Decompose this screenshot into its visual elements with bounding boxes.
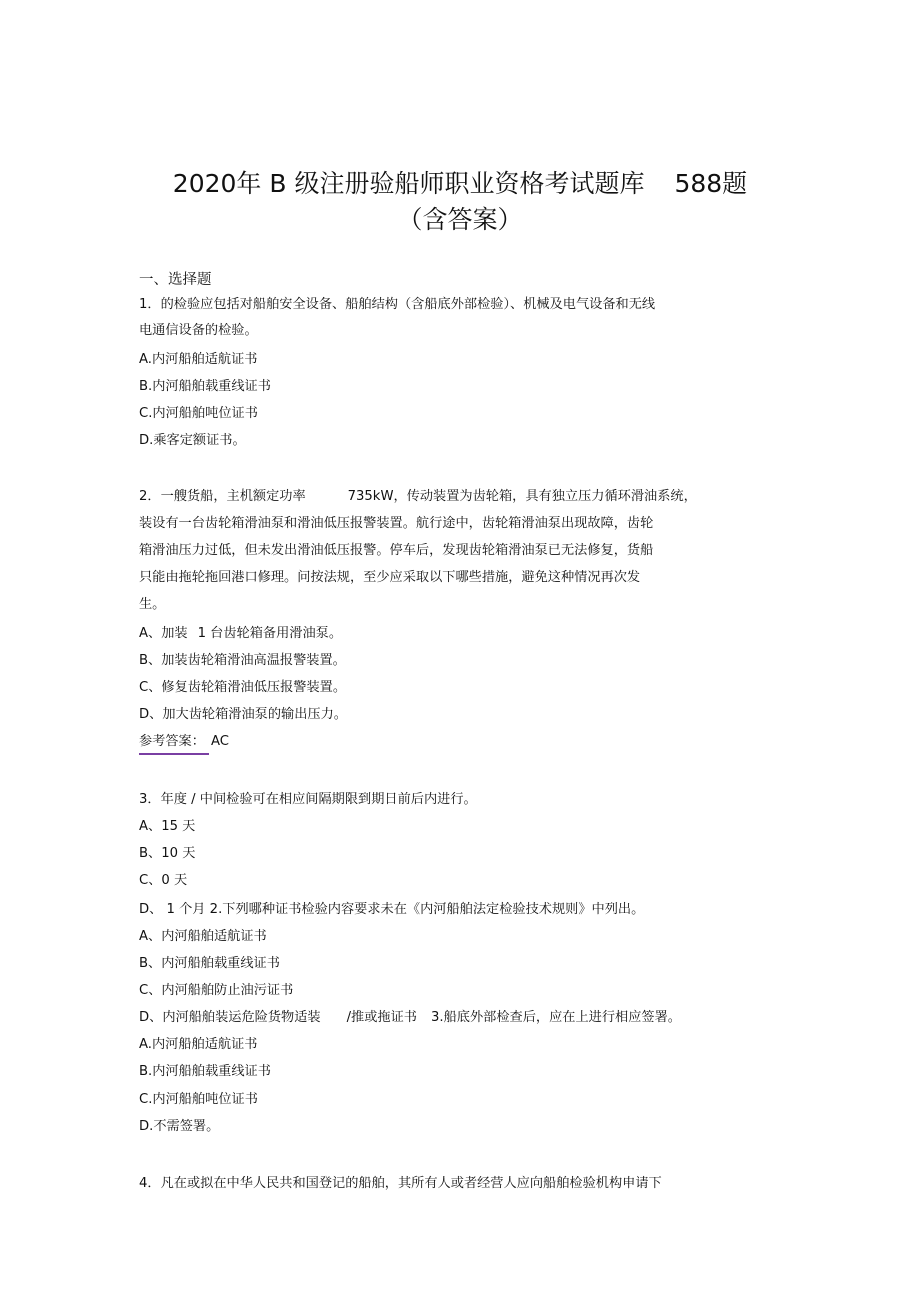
question-2-stem-line1 [139, 487, 697, 507]
answer-label-text: 参考答案： [139, 734, 205, 749]
question-3-sub-option-d-c: 3.船底外部检查后，应在上进行相应签署。 [430, 1010, 681, 1025]
question-4-stem-line1: 4．凡在或拟在中华人民共和国登记的船舶，其所有人或者经营人应向船舶检验机构申请下 [139, 1176, 662, 1191]
question-1-option-c: C.内河船舶吨位证书 [139, 406, 258, 421]
question-3-stem: 3．年度 / 中间检验可在相应间隔期限到期日前后内进行。 [139, 792, 477, 807]
question-2-option-a-text: 1 台齿轮箱备用滑油泵。 [197, 626, 343, 641]
answer-value: AC [210, 734, 229, 749]
question-3-sub-option-d [139, 1008, 681, 1028]
question-2-option-a-prefix: A、加装 [139, 626, 188, 641]
question-3-sub2-option-d: D.不需签署。 [139, 1119, 220, 1134]
question-3-sub-option-d-b: /推或拖证书 [346, 1010, 417, 1025]
question-2-stem-line3: 箱滑油压力过低，但未发出滑油低压报警。停车后，发现齿轮箱滑油泵已无法修复，货船 [139, 543, 654, 558]
question-2-stem-line1-a: 2．一艘货船，主机额定功率 [139, 489, 306, 504]
question-3-option-b: B、10 天 [139, 846, 196, 861]
question-3-option-c: C、0 天 [139, 873, 188, 888]
question-3-sub-option-c: C、内河船舶防止油污证书 [139, 983, 294, 998]
question-3-sub2-option-b: B.内河船舶载重线证书 [139, 1064, 271, 1079]
question-2-option-b: B、加装齿轮箱滑油高温报警装置。 [139, 653, 346, 668]
question-2-option-c: C、修复齿轮箱滑油低压报警装置。 [139, 680, 347, 695]
answer-label [139, 732, 205, 752]
question-1-option-d: D.乘客定额证书。 [139, 433, 246, 448]
question-2-option-a [139, 624, 342, 644]
section-heading: 一、选择题 [139, 272, 212, 288]
title-count: 588题 [674, 169, 748, 198]
answer-underline [139, 753, 209, 755]
question-2-stem-line2: 装设有一台齿轮箱滑油泵和滑油低压报警装置。航行途中，齿轮箱滑油泵出现故障，齿轮 [139, 516, 654, 531]
title-main: 2020年 B 级注册验船师职业资格考试题库 [172, 169, 645, 198]
question-3-sub-option-a: A、内河船舶适航证书 [139, 929, 267, 944]
question-3-option-a: A、15 天 [139, 819, 196, 834]
question-3-sub-option-d-a: D、内河船舶装运危险货物适装 [139, 1010, 321, 1025]
question-2-stem-line5: 生。 [139, 597, 166, 612]
question-1-option-b: B.内河船舶载重线证书 [139, 379, 271, 394]
question-3-sub2-option-c: C.内河船舶吨位证书 [139, 1092, 258, 1107]
document-title [0, 168, 920, 200]
question-1-stem-line1: 1．的检验应包括对船舶安全设备、船舶结构（含船底外部检验）、机械及电气设备和无线 [139, 297, 656, 312]
question-1-stem-line2: 电通信设备的检验。 [139, 323, 258, 338]
question-2-answer [139, 732, 229, 752]
question-2-option-d: D、加大齿轮箱滑油泵的输出压力。 [139, 707, 347, 722]
question-2-stem-line1-b: 735kW，传动装置为齿轮箱，具有独立压力循环滑油系统， [347, 489, 697, 504]
question-2-stem-line4: 只能由拖轮拖回港口修理。问按法规，至少应采取以下哪些措施，避免这种情况再次发 [139, 570, 641, 585]
document-subtitle: （含答案） [397, 205, 523, 234]
question-1-option-a: A.内河船舶适航证书 [139, 352, 258, 367]
question-3-option-d: D、 1 个月 2.下列哪种证书检验内容要求未在《内河船舶法定检验技术规则》中列出。 [139, 902, 645, 917]
question-3-sub-option-b: B、内河船舶载重线证书 [139, 956, 280, 971]
question-3-sub2-option-a: A.内河船舶适航证书 [139, 1037, 258, 1052]
